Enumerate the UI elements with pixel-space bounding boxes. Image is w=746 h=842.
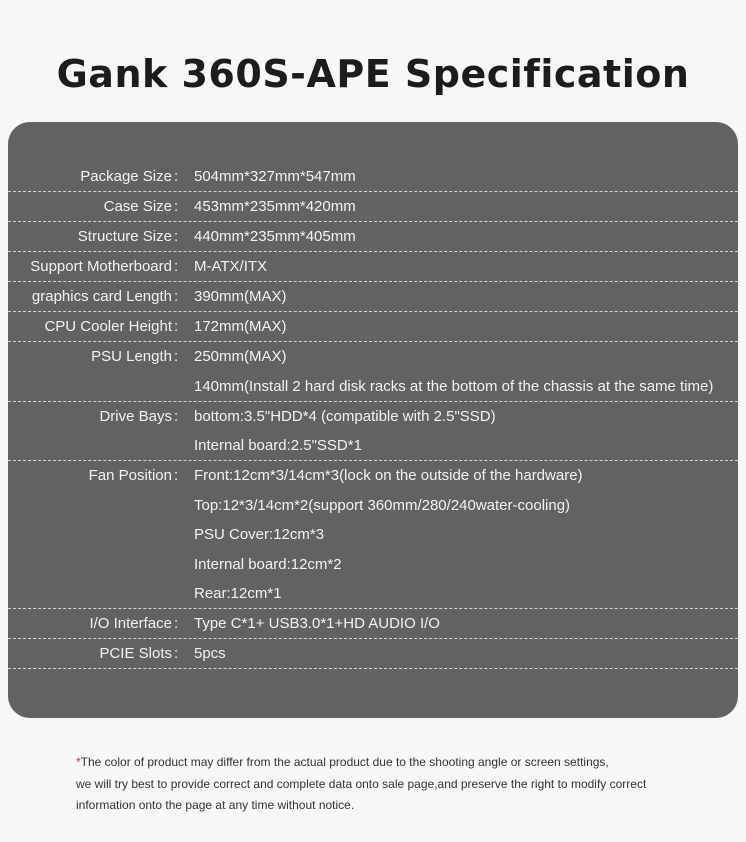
- spec-value: 453mm*235mm*420mm: [194, 198, 356, 215]
- spec-value: M-ATX/ITX: [194, 258, 268, 275]
- spec-separator: :: [174, 198, 179, 215]
- spec-label: Structure Size: [77, 228, 172, 245]
- spec-value: 250mm(MAX): [194, 348, 287, 365]
- spec-separator: :: [174, 615, 179, 632]
- spec-separator: :: [174, 228, 179, 245]
- spec-row: [8, 282, 738, 312]
- spec-label: I/O Interface: [89, 615, 172, 632]
- spec-row: [8, 222, 738, 252]
- spec-value: bottom:3.5"HDD*4 (compatible with 2.5"SSD): [194, 407, 496, 425]
- note-line-2: we will try best to provide correct and complete data onto sale page,and preserve the right to modify correct: [76, 776, 647, 791]
- spec-value: 140mm(Install 2 hard disk racks at the bottom of the chassis at the same time): [194, 377, 714, 395]
- spec-row: [8, 162, 738, 192]
- page-title: Gank 360S-APE Specification: [56, 52, 690, 96]
- spec-separator: :: [174, 288, 179, 305]
- spec-rows: [8, 162, 738, 669]
- spec-table: [8, 122, 738, 718]
- spec-value: Type C*1+ USB3.0*1+HD AUDIO I/O: [194, 615, 440, 632]
- spec-row: [8, 312, 738, 342]
- spec-separator: :: [174, 645, 179, 662]
- spec-values: [194, 196, 738, 218]
- spec-values: [194, 316, 738, 338]
- spec-separator: :: [174, 348, 179, 365]
- spec-row: [8, 609, 738, 639]
- spec-value: 5pcs: [194, 645, 226, 662]
- spec-values: [194, 465, 738, 605]
- spec-value: 172mm(MAX): [194, 318, 287, 335]
- spec-row: [8, 402, 738, 462]
- spec-values: [194, 643, 738, 665]
- spec-values: [194, 256, 738, 278]
- spec-value: Top:12*3/14cm*2(support 360mm/280/240water-cooling): [194, 496, 571, 514]
- spec-value: Rear:12cm*1: [194, 585, 282, 602]
- spec-label: Case Size: [103, 198, 172, 215]
- spec-separator: :: [174, 407, 179, 425]
- spec-row: [8, 192, 738, 222]
- spec-separator: :: [174, 258, 179, 275]
- note-asterisk: *: [76, 755, 81, 769]
- spec-value: 440mm*235mm*405mm: [194, 228, 356, 245]
- spec-value: Internal board:12cm*2: [194, 555, 342, 573]
- spec-label: CPU Cooler Height: [44, 318, 172, 335]
- spec-separator: :: [174, 318, 179, 335]
- note-line-1: The color of product may differ from the actual product due to the shooting angle or screen settings,: [80, 755, 609, 769]
- disclaimer-note: [76, 752, 716, 817]
- spec-values: [194, 346, 738, 398]
- spec-value: Front:12cm*3/14cm*3(lock on the outside of the hardware): [194, 467, 583, 484]
- spec-label: Support Motherboard: [30, 258, 172, 275]
- spec-separator: :: [174, 467, 179, 484]
- note-line-3: information onto the page at any time without notice.: [76, 798, 355, 812]
- spec-row: [8, 342, 738, 402]
- spec-value: Internal board:2.5"SSD*1: [194, 437, 362, 454]
- spec-label: PSU Length: [91, 348, 172, 365]
- spec-value: 390mm(MAX): [194, 288, 287, 305]
- spec-label: Drive Bays: [99, 407, 172, 425]
- spec-values: [194, 226, 738, 248]
- spec-separator: :: [174, 168, 179, 185]
- spec-label: graphics card Length: [31, 288, 172, 305]
- spec-value: PSU Cover:12cm*3: [194, 526, 325, 543]
- spec-values: [194, 166, 738, 188]
- spec-label: PCIE Slots: [99, 645, 172, 662]
- spec-row: [8, 252, 738, 282]
- spec-label: Package Size: [80, 168, 172, 185]
- spec-values: [194, 406, 738, 458]
- spec-row: [8, 461, 738, 609]
- spec-values: [194, 613, 738, 635]
- spec-values: [194, 286, 738, 308]
- spec-label: Fan Position: [88, 467, 172, 484]
- spec-value: 504mm*327mm*547mm: [194, 168, 356, 185]
- spec-row: [8, 639, 738, 669]
